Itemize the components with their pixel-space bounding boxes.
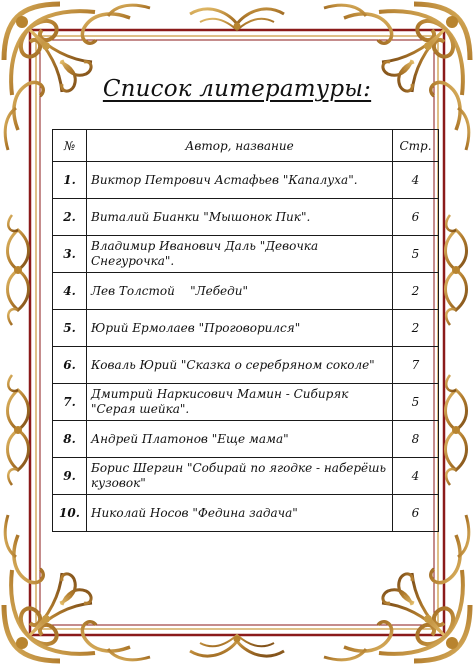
row-page: 4 (393, 162, 439, 199)
table-row (53, 236, 439, 273)
header-author-title: Автор, название (87, 130, 393, 162)
bibliography-table (52, 129, 439, 532)
table-row (53, 495, 439, 532)
row-number: 7. (53, 384, 87, 421)
table-row (53, 384, 439, 421)
table-header-row (53, 130, 439, 162)
row-number: 2. (53, 199, 87, 236)
row-number: 3. (53, 236, 87, 273)
row-number: 9. (53, 458, 87, 495)
row-number: 4. (53, 273, 87, 310)
row-author-title: Коваль Юрий "Сказка о серебряном соколе" (87, 347, 393, 384)
row-author-title: Юрий Ермолаев "Проговорился" (87, 310, 393, 347)
table-row (53, 458, 439, 495)
row-author-title: Андрей Платонов "Еще мама" (87, 421, 393, 458)
row-number: 6. (53, 347, 87, 384)
row-number: 1. (53, 162, 87, 199)
row-page: 5 (393, 236, 439, 273)
header-page: Стр. (393, 130, 439, 162)
table-row (53, 199, 439, 236)
table-row (53, 310, 439, 347)
row-page: 6 (393, 495, 439, 532)
row-number: 5. (53, 310, 87, 347)
corner-ornament-bottom-right (324, 515, 470, 661)
row-page: 8 (393, 421, 439, 458)
row-author-title: Лев Толстой "Лебеди" (87, 273, 393, 310)
row-number: 8. (53, 421, 87, 458)
row-page: 4 (393, 458, 439, 495)
row-page: 6 (393, 199, 439, 236)
table-row (53, 421, 439, 458)
row-author-title: Дмитрий Наркисович Мамин - Сибиряк "Серая шейка". (87, 384, 393, 421)
row-author-title: Борис Шергин "Собирай по ягодке - наберёшь кузовок" (87, 458, 393, 495)
row-page: 2 (393, 273, 439, 310)
row-number: 10. (53, 495, 87, 532)
table-row (53, 273, 439, 310)
header-number: № (53, 130, 87, 162)
row-author-title: Виктор Петрович Астафьев "Капалуха". (87, 162, 393, 199)
page-title: Список литературы: (102, 76, 372, 102)
corner-ornament-bottom-left (4, 515, 150, 661)
row-author-title: Николай Носов "Федина задача" (87, 495, 393, 532)
table-row (53, 347, 439, 384)
row-page: 7 (393, 347, 439, 384)
table-row (53, 162, 439, 199)
row-page: 2 (393, 310, 439, 347)
row-author-title: Виталий Бианки "Мышонок Пик". (87, 199, 393, 236)
row-page: 5 (393, 384, 439, 421)
row-author-title: Владимир Иванович Даль "Девочка Снегурочка". (87, 236, 393, 273)
